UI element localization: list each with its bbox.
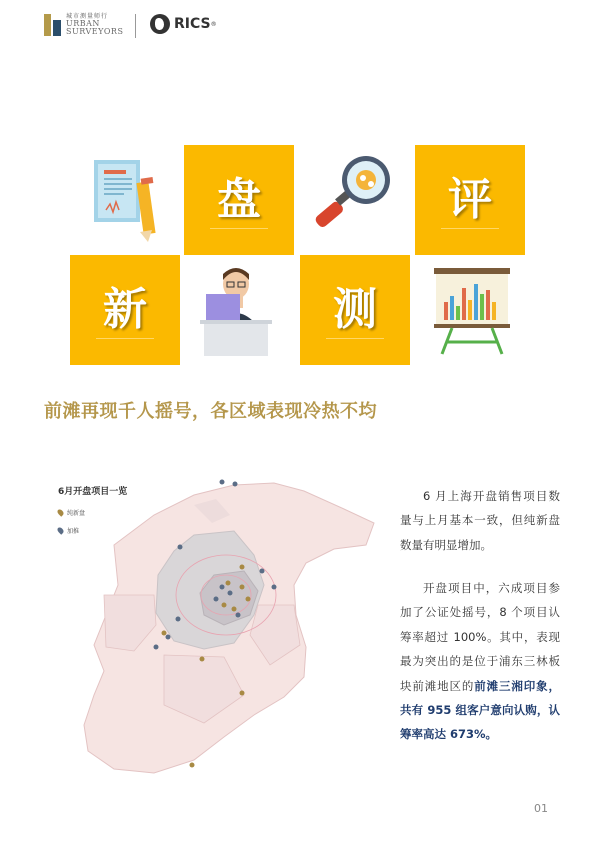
map-title: 6月开盘项目一览 (58, 487, 128, 497)
legend-new-project (58, 508, 85, 517)
magnifier-illustration-icon (308, 150, 398, 240)
businessman-illustration-icon (196, 262, 276, 358)
rics-lion-icon (150, 14, 170, 34)
tile-ping-char: 评 (448, 174, 492, 225)
urban-surveyors-en-1: URBAN (66, 19, 100, 28)
rics-text: RICS (174, 16, 211, 32)
page-number: 01 (534, 802, 548, 815)
body-paragraph-1-text: 6 月上海开盘销售项目数量与上月基本一致，但纯新盘数量有明显增加。 (400, 489, 560, 552)
legend-new-project-label: 纯新盘 (67, 510, 86, 517)
body-paragraph-1 (400, 484, 560, 557)
tile-pan-char: 盘 (217, 174, 261, 225)
pin-gold-icon (56, 508, 64, 516)
legend-relaunch (58, 526, 79, 535)
body-paragraph-2-text: 开盘项目中，六成项目参加了公证处摇号，8 个项目认筹率超过 100%。其中，表现最为突出的是位于浦东三林板块前滩地区的 (400, 581, 560, 693)
tile-pan (184, 145, 294, 255)
shanghai-map (44, 475, 384, 780)
logo-divider (135, 14, 136, 38)
tile-ce (300, 255, 410, 365)
tile-ping (415, 145, 525, 255)
tile-xin-char: 新 (103, 284, 147, 335)
urban-surveyors-logo (44, 14, 123, 36)
pin-grey-icon (56, 526, 64, 534)
tile-xin (70, 255, 180, 365)
chart-board-illustration-icon (432, 266, 512, 358)
rics-logo (150, 14, 217, 34)
section-heading: 前滩再现千人摇号，各区域表现冷热不均 (44, 401, 377, 422)
urban-surveyors-mark-icon (44, 14, 62, 36)
body-paragraph-2 (400, 576, 560, 747)
tile-ce-char: 测 (333, 284, 377, 335)
document-illustration-icon (88, 152, 168, 244)
urban-surveyors-en-2: SURVEYORS (66, 27, 124, 36)
legend-relaunch-label: 加推 (67, 528, 80, 535)
rics-registered-mark: ® (210, 20, 217, 28)
urban-surveyors-cn: 城市测量师行 (66, 13, 109, 20)
body-paragraph-2-highlight: 前滩三湘印象，共有 955 组客户意向认购，认筹率高达 673%。 (400, 678, 560, 742)
